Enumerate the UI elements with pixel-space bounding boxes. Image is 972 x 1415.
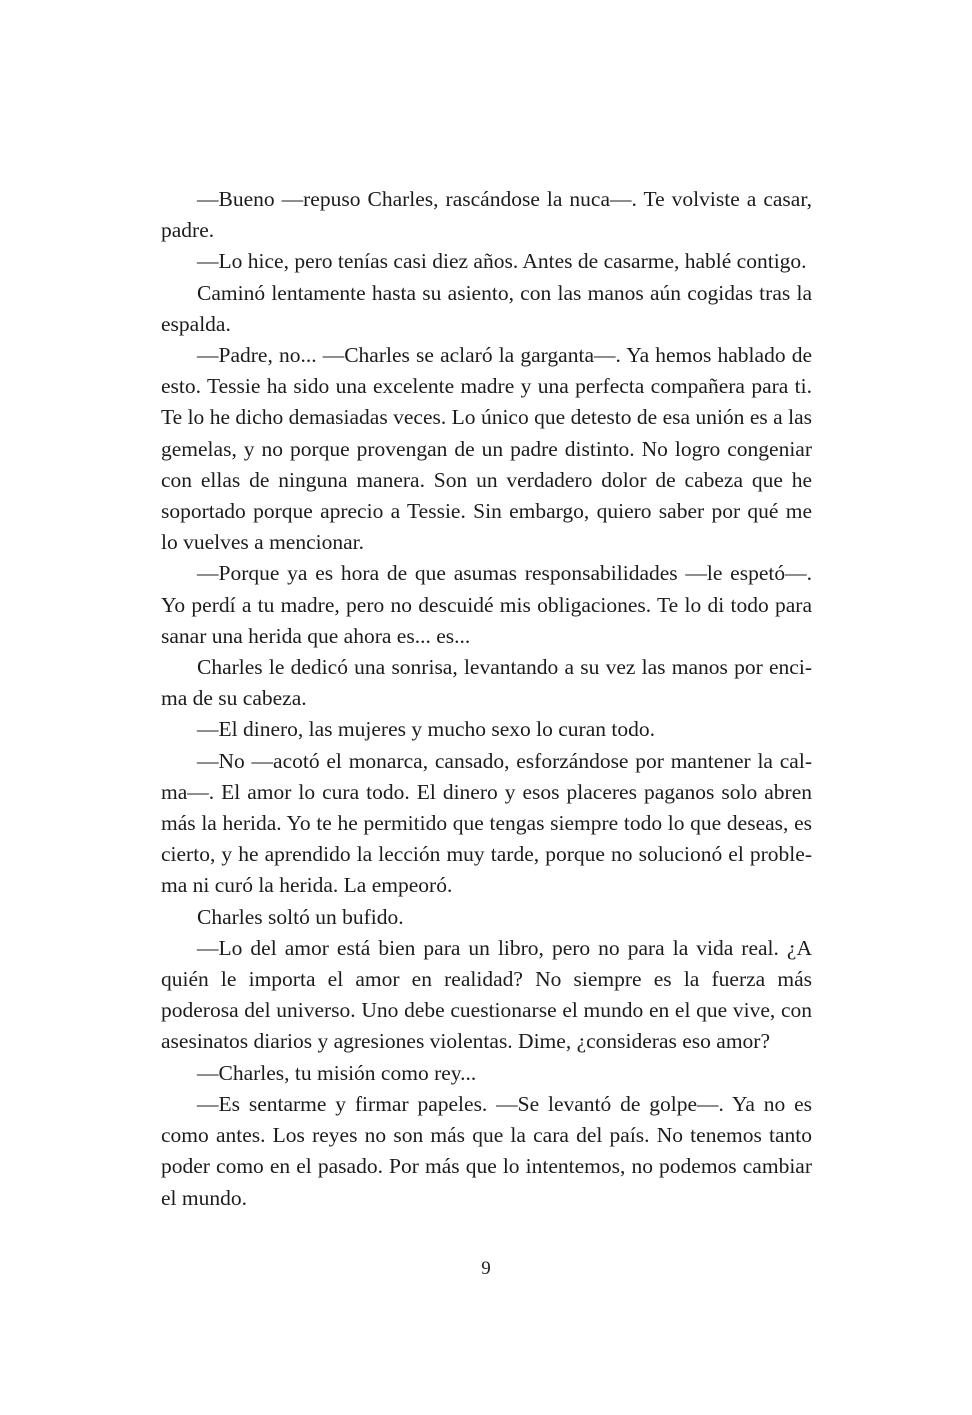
paragraph-3: Caminó lentamente hasta su asiento, con las manos aún cogidas tras la espalda. [161,280,812,336]
paragraph-1: —Bueno —repuso Charles, rascándose la nuca—. Te volviste a casar, padre. [161,187,812,243]
paragraph-5: —Porque ya es hora de que asumas responsabilidades —le espetó—. Yo perdí a tu madre, pero no descuidé mis obligaciones. Te lo di todo para sanar una herida que ahora es... es... [161,561,812,648]
paragraph-10: —Lo del amor está bien para un libro, pero no para la vida real. ¿A quién le importa el amor en realidad? No siempre es la fuerza más poderosa del universo. Uno debe cuestionarse el mundo en el que vive, con asesinatos diarios y agresiones violentas. Dime, ¿consideras eso amor? [161,935,812,1054]
paragraph-12: —Es sentarme y firmar papeles. —Se levantó de golpe—. Ya no es como antes. Los reyes no son más que la cara del país. No tenemos tanto poder como en el pasado. Por más que lo intentemos, no podemos cambiar el mundo. [161,1091,812,1210]
body-text [161,184,812,1214]
paragraph-11: —Charles, tu misión como rey... [197,1060,477,1085]
paragraph-6: Charles le dedicó una sonrisa, levantando a su vez las manos por encima de su cabeza. [161,655,812,711]
paragraph-8: —No —acotó el monarca, cansado, esforzándose por mantener la calma—. El amor lo cura todo. El dinero y esos placeres paganos solo abren más la herida. Yo te he permitido que tengas siempre todo lo que deseas, es cierto, y he aprendido la lección muy tarde, porque no solucionó el problema ni curó la herida. La empeoró. [161,748,812,898]
paragraph-2: —Lo hice, pero tenías casi diez años. Antes de casarme, hablé contigo. [197,249,807,274]
paragraph-4: —Padre, no... —Charles se aclaró la garganta—. Ya hemos hablado de esto. Tessie ha sido una excelente madre y una perfecta compañera para ti. Te lo he dicho demasiadas veces. Lo único que detesto de esa unión es a las gemelas, y no porque provengan de un padre distinto. No logro congeniar con ellas de ninguna manera. Son un verdadero dolor de cabeza que he soportado porque aprecio a Tessie. Sin embargo, quiero saber por qué me lo vuelves a mencionar. [161,343,812,555]
page-number: 9 [481,1258,491,1279]
paragraph-9: Charles soltó un bufido. [197,904,404,929]
paragraph-7: —El dinero, las mujeres y mucho sexo lo curan todo. [197,717,655,742]
